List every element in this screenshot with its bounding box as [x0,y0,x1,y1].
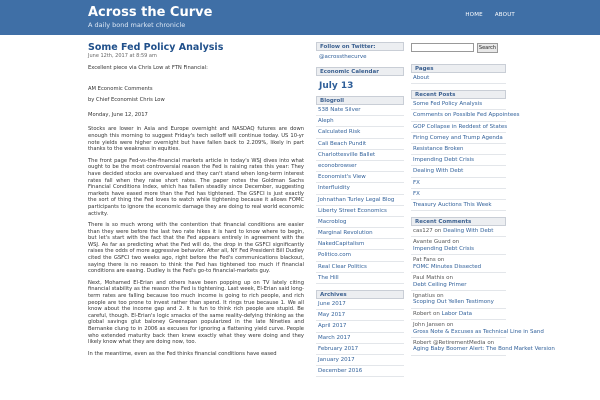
recent-comment [411,237,506,255]
recent-post-link[interactable]: Impending Debt Crisis [411,155,506,166]
comment-on: on [432,310,440,317]
comment-author: cas127 [413,228,433,235]
recent-post-link[interactable]: GOP Collapse in Reddest of States [411,122,506,133]
comment-on: on [446,322,454,329]
twitter-widget-head: Follow on Twitter: [316,42,404,51]
comment-post-link[interactable]: Aging Baby Boomer Alert: The Bond Market Version [413,346,555,353]
archive-link[interactable]: March 2017 [316,333,404,344]
blogroll-link[interactable]: 538 Nate Silver [316,105,404,116]
recent-comment [411,291,506,309]
post-dateline: Monday, June 12, 2017 [88,111,148,118]
post-byline: by Chief Economist Chris Low [88,97,165,104]
archive-link[interactable]: January 2017 [316,355,404,366]
comment-on: on [434,228,442,235]
comment-author: Robert [413,310,432,317]
site-title[interactable]: Across the Curve [88,5,213,20]
recent-post-link[interactable]: Firing Comey and Trump Agenda [411,133,506,144]
post-paragraph: Stocks are lower in Asia and Europe overnight and NASDAQ futures are down enough this morning to suggest Friday's tech selloff will continue today. US 10-yr note yields were higher overnight but have fallen back to 2.209%, likely in part thanks to the weakness in equities. [88,126,304,153]
post-paragraph: Next, Mohamed El-Erian and others have been popping up on TV lately citing financial stability as the reason the Fed is tightening. Last week, El-Erian said long-term rates are falling because too much income is going to rich people, and rich people are too prone to invest rather than spend. It rings true because 1. We all know about the income gap and 2. It is fun to think rich people are stupid. Be careful, though. El-Erian's logic smacks of the same reality-defying thinking as the global savings glut baloney Greenspan popularized in the late Nineties and Bernanke clung to in 2006 as excuses for ignoring a flattening yield curve. People who extended maturity back then knew exactly what they were doing and they likely know what they are doing now, too. [88,279,304,346]
recent-comment [411,320,544,338]
comment-post-link[interactable]: Debt Ceiling Primer [413,281,467,288]
recent-comments-widget-head: Recent Comments [411,217,506,226]
comment-on: on [452,239,460,246]
recent-post-link[interactable]: Dealing With Debt [411,166,506,177]
blogroll-link[interactable]: Interfluidity [316,183,404,194]
calendar-widget-head: Economic Calendar [316,67,404,76]
twitter-handle-link[interactable]: @acrossthecurve [319,54,367,60]
search-form [411,42,506,53]
blogroll-link[interactable]: The Hill [316,273,404,284]
comment-post-link[interactable]: FOMC Minutes Dissected [413,263,482,270]
recent-post-link[interactable]: FX [411,189,506,200]
top-nav [465,12,515,18]
recent-comment [411,255,506,273]
archives-list [316,299,404,377]
post-paragraph: The front page Fed-vs-the-financial markets article in today's WSJ dives into what ought to be the most controversial reason the Fed is raising rates this year: They have decided stocks are overvalued and they can't stand when long-term interest rates fall when they raise short rates. The paper notes the Goldman Sachs Financial Conditions Index, which has fallen steadily since December, suggesting markets have eased more than the Fed has tightened. The GSFCI is just exactly the sort of thing the Fed loves to watch while tightening because it allows FOMC participants to ignore the economic damage they are doing to real world economic activity. [88,157,304,217]
recent-posts-list [411,99,520,211]
recent-comment [411,226,506,237]
comment-on: on [436,292,444,299]
comment-post-link[interactable]: Dealing With Debt [443,228,494,235]
search-button[interactable]: Search [478,44,497,51]
recent-comments-list [411,226,555,356]
recent-post-link[interactable]: FX [411,178,506,189]
page-link-about[interactable]: About [411,73,506,84]
calendar-date[interactable]: July 13 [319,81,354,91]
post [88,42,304,357]
sidebar-left [316,42,404,377]
recent-post-link[interactable]: Comments on Possible Fed Appointees [411,110,506,121]
post-paragraph: There is so much wrong with the contention that financial conditions are easier than they were before the last two rate hikes it is hard to know where to begin, but let's start with the fact that the Fed appears entirely in agreement with the WSJ. As far as predicting what the Fed will do, the drop in the GSFCI significantly raises the odds of more aggressive behavior. After all, NY Fed President Bill Dudley cited the GSFCI two weeks ago, right before the Fed's communications blackout, saying there is no reason to think the Fed has tightened too much if financial conditions are easing. Dudley is the Fed's go-to financial-markets guy. [88,222,304,275]
blogroll-link[interactable]: Aleph [316,116,404,127]
comment-post-link[interactable]: Impending Debt Crisis [413,245,474,252]
blogroll-link[interactable]: Calculated Risk [316,127,404,138]
archive-link[interactable]: February 2017 [316,344,404,355]
post-paragraph: In the meantime, even as the Fed thinks financial conditions have eased [88,350,277,357]
comment-post-link[interactable]: Gross Note & Excuses as Technical Line in Sand [413,328,544,335]
blogroll-link[interactable]: NakedCapitalism [316,239,404,250]
blogroll-link[interactable]: Marginal Revolution [316,228,404,239]
blogroll-link[interactable]: Cali Beach Pundit [316,139,404,150]
comment-author: Ignatius [413,292,436,299]
post-intro: Excellent piece via Chris Low at FTN Financial: [88,65,208,71]
post-title[interactable]: Some Fed Policy Analysis [88,42,224,53]
blogroll-link[interactable]: Economist's View [316,172,404,183]
blogroll-widget-head: Blogroll [316,96,404,105]
blogroll-link[interactable]: Liberty Street Economics [316,206,404,217]
blogroll-link[interactable]: Macroblog [316,217,404,228]
post-source: AM Economic Comments [88,85,153,92]
pages-widget-head: Pages [411,64,506,73]
archives-widget-head: Archives [316,290,404,299]
comment-author: John Jansen [413,322,445,329]
comment-author: Robert @RetirementMedia [413,339,486,346]
comment-on: on [437,257,445,264]
nav-home[interactable]: HOME [465,12,483,18]
blogroll-link[interactable]: Politico.com [316,250,404,261]
recent-comment [411,309,506,320]
archive-link[interactable]: April 2017 [316,321,404,332]
site-tagline: A daily bond market chronicle [88,21,186,29]
recent-posts-widget-head: Recent Posts [411,90,506,99]
blogroll-list [316,105,404,284]
recent-comment [411,273,506,291]
blogroll-link[interactable]: Charlottesville Ballet [316,150,404,161]
blogroll-link[interactable]: Johnathan Turley Legal Blog [316,195,404,206]
blogroll-link[interactable]: Real Clear Politics [316,262,404,273]
nav-about[interactable]: ABOUT [494,12,515,18]
comment-author: Avante Guard [413,239,451,246]
comment-on: on [446,275,453,282]
archive-link[interactable]: December 2016 [316,366,404,377]
recent-post-link[interactable]: Some Fed Policy Analysis [411,99,506,110]
archive-link[interactable]: June 2017 [316,299,404,310]
comment-post-link[interactable]: Labor Data [441,310,473,317]
search-input[interactable] [411,43,474,52]
comment-author: Paul Mathis [413,275,445,282]
comment-author: Pat Fans [413,257,436,264]
site-header [0,0,600,35]
recent-post-link[interactable]: Treasury Auctions This Week [411,200,506,211]
blogroll-link[interactable]: econobrowser [316,161,404,172]
archive-link[interactable]: May 2017 [316,310,404,321]
sidebar-right [411,42,555,356]
post-date: June 12th, 2017 at 8:59 am [88,53,157,59]
comment-post-link[interactable]: Scoping Out Yellen Testimony [413,299,494,306]
comment-on: on [487,339,495,346]
pages-list [411,73,506,84]
recent-comment [411,338,555,356]
recent-post-link[interactable]: Resistance Broken [411,144,506,155]
